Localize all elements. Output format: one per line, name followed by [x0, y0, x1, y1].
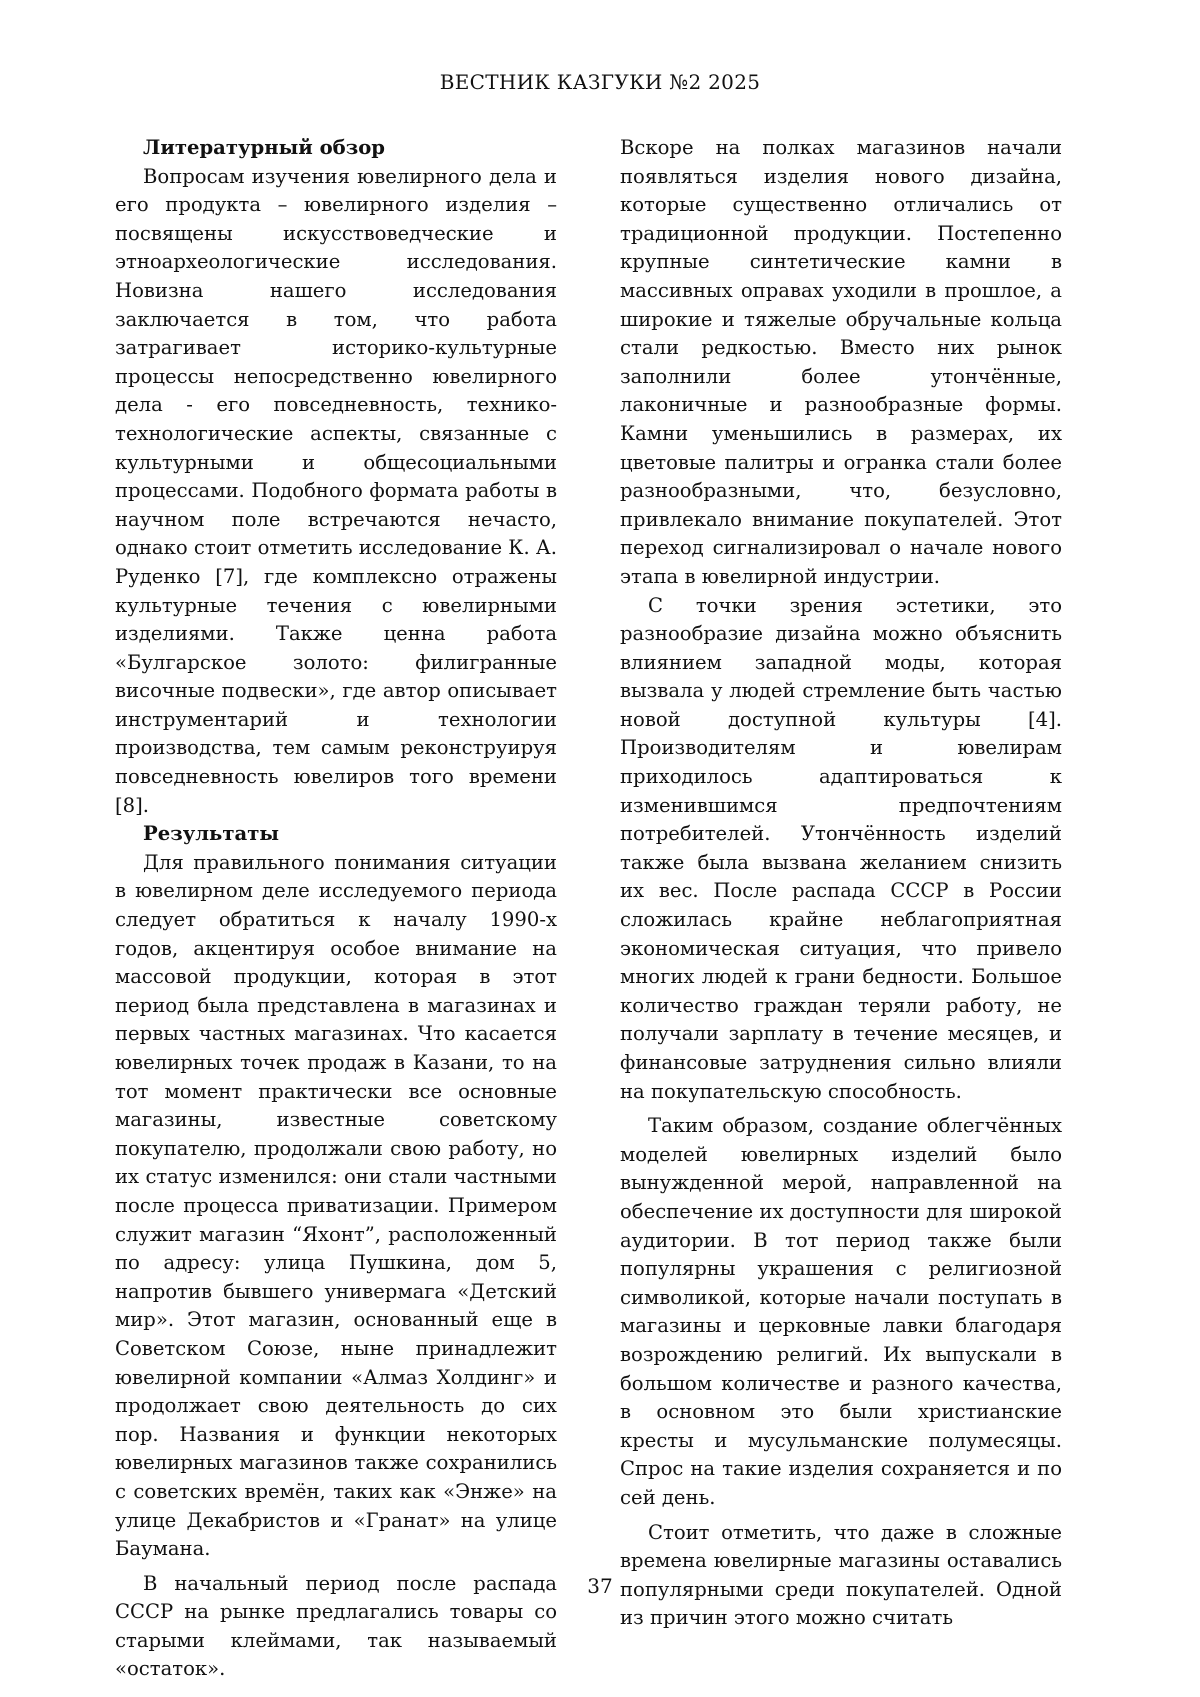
page-number: 37 — [587, 1574, 613, 1598]
journal-header: ВЕСТНИК КАЗГУКИ №2 2025 — [439, 70, 761, 94]
paragraph-aesthetics: С точки зрения эстетики, это разнообразие дизайна можно объяснить влиянием западной моды, которая вызвала у людей стремление быть частью новой доступной культуры [4]. Производителям и ювелирам приходилось адаптироваться к изменившимся предпочтениям потребителей. Утончённость изделий также была вызвана желанием снизить их вес. После распада СССР в России сложилась крайне неблагоприятная экономическая ситуация, что привело многих людей к грани бедности. Большое количество граждан теряли работу, не получали зарплату в течение месяцев, и финансовые затруднения сильно влияли на покупательскую способность. — [620, 593, 1062, 1103]
paragraph-results-1: Для правильного понимания ситуации в ювелирном деле исследуемого периода следует обратиться к началу 1990-х годов, акцентируя особое внимание на массовой продукции, которая в этот период была представлена в магазинах и первых частных магазинах. Что касается ювелирных точек продаж в Казани, то на тот момент практически все основные магазины, известные советскому покупателю, продолжали свою работу, но их статус изменился: они стали частными после процесса приватизации. Примером служит магазин “Яхонт”, расположенный по адресу: улица Пушкина, дом 5, напротив бывшего универмага «Детский мир». Этот магазин, основанный еще в Советском Союзе, ныне принадлежит ювелирной компании «Алмаз Холдинг» и продолжает свою деятельность до сих пор. Названия и функции некоторых ювелирных магазинов также сохранились с советских времён, таких как «Энже» на улице Декабристов и «Гранат» на улице Баумана. — [115, 850, 557, 1561]
heading-results: Результаты — [143, 822, 279, 846]
heading-literature-review: Литературный обзор — [143, 136, 385, 159]
right-column — [620, 134, 1062, 1633]
paragraph-continuation: Вскоре на полках магазинов начали появляться изделия нового дизайна, которые существенно отличались от традиционной продукции. Постепенно крупные синтетические камни в массивных оправах уходили в прошлое, а широкие и тяжелые обручальные кольца стали редкостью. Вместо них рынок заполнили более утончённые, лаконичные и разнообразные формы. Камни уменьшились в размерах, их цветовые палитры и огранка стали более разнообразными, что, безусловно, привлекало внимание покупателей. Этот переход сигнализировал о начале нового этапа в ювелирной индустрии. — [620, 136, 1062, 588]
paragraph-results-2: В начальный период после распада СССР на рынке предлагались товары со старыми клеймами, так называемый «остаток». — [115, 1571, 557, 1681]
left-column — [115, 134, 557, 1684]
paragraph-conclusion: Таким образом, создание облегчённых моделей ювелирных изделий было вынужденной мерой, направленной на обеспечение их доступности для широкой аудитории. В тот период также были популярны украшения с религиозной символикой, которые начали поступать в магазины и церковные лавки благодаря возрождению религий. Их выпускали в большом количестве и разного качества, в основном это были христианские кресты и мусульманские полумесяцы. Спрос на такие изделия сохраняется и по сей день. — [620, 1114, 1062, 1509]
paragraph-popularity: Стоит отметить, что даже в сложные времена ювелирные магазины оставались популярными среди покупателей. Одной из причин этого можно считать — [620, 1520, 1062, 1630]
paragraph-literature-review: Вопросам изучения ювелирного дела и его продукта – ювелирного изделия – посвящены искусствоведческие и этноархеологические исследования. Новизна нашего исследования заключается в том, что работа затрагивает историко-культурные процессы непосредственно ювелирного дела - его повседневность, технико-технологические аспекты, связанные с культурными и общесоциальными процессами. Подобного формата работы в научном поле встречаются нечасто, однако стоит отметить исследование К. А. Руденко [7], где комплексно отражены культурные течения с ювелирными изделиями. Также ценна работа «Булгарское золото: филигранные височные подвески», где автор описывает инструментарий и технологии производства, тем самым реконструируя повседневность ювелиров того времени [8]. — [115, 164, 557, 817]
